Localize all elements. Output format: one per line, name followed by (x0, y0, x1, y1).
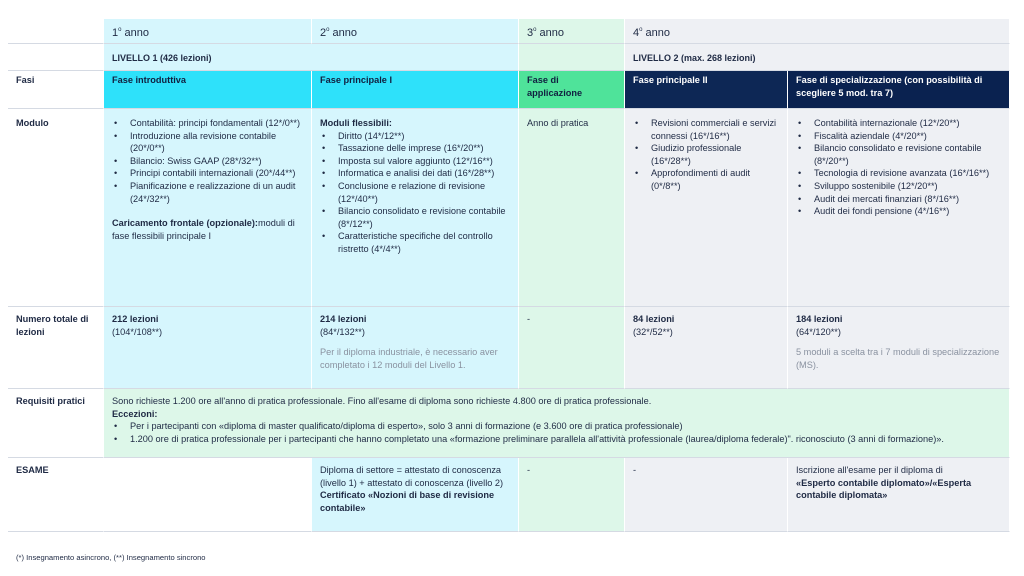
requirements-cell (104, 389, 1010, 458)
total-intro-value: 212 lezioni (112, 314, 159, 324)
total-main-1-value: 214 lezioni (320, 314, 367, 324)
list-item: • Audit dei mercati finanziari (8*/16**) (796, 193, 1001, 206)
list-item: • Bilancio consolidato e revisione contabile (8*/12**) (320, 205, 510, 230)
list-item: • Bilancio: Swiss GAAP (28*/32**) (112, 155, 303, 168)
list-item: • Tecnologia di revisione avanzata (16*/16**) (796, 167, 1001, 180)
list-item: • Pianificazione e realizzazione di un audit (24*/32**) (112, 180, 303, 205)
list-item: • Introduzione alla revisione contabile (20*/0**) (112, 130, 303, 155)
module-main-2-cell (625, 109, 788, 307)
list-item: • Fiscalità aziendale (4*/20**) (796, 130, 1001, 143)
list-item: • Bilancio consolidato e revisione contabile (8*/20**) (796, 142, 1001, 167)
sector-diploma-text: Diploma di settore = attestato di conoscenza (livello 1) + attestato di conoscenza (livello 2) (320, 465, 504, 488)
list-item: • Tassazione delle imprese (16*/20**) (320, 142, 510, 155)
module-intro-cell (104, 109, 312, 307)
total-spec-split: (64*/120**) (796, 326, 841, 337)
module-main-1-cell (312, 109, 519, 307)
list-item: • Imposta sul valore aggiunto (12*/16**) (320, 155, 510, 168)
exam-main-1-cell (312, 458, 519, 532)
module-main-1-list (320, 130, 510, 256)
list-item: • 1.200 ore di pratica professionale per i partecipanti che hanno completato una «formazione preliminare parallela all'attività professionale (laurea/diploma federale)". riconosciuto (3 anni di formazione)». (112, 433, 1001, 446)
requirements-label: Requisiti pratici (8, 389, 104, 458)
curriculum-table (8, 19, 1010, 547)
total-main-2-cell (625, 307, 788, 389)
list-item: • Contabilità internazionale (12*/20**) (796, 117, 1001, 130)
frontal-note: Caricamento frontale (opzionale):moduli di fase flessibili principale I (112, 218, 295, 241)
total-main-2-value: 84 lezioni (633, 314, 675, 324)
list-item: • Conclusione e relazione di revisione (12*/40**) (320, 180, 510, 205)
exam-label: ESAME (8, 458, 104, 532)
certificate-title: Certificato «Nozioni di base di revisione contabile» (320, 490, 495, 513)
exam-main-2-cell: - (625, 458, 788, 532)
total-spec-value: 184 lezioni (796, 314, 843, 324)
exam-spec-cell (788, 458, 1010, 532)
level-2-header: LIVELLO 2 (max. 268 lezioni) (625, 44, 1010, 71)
total-intro-split: (104*/108**) (112, 326, 163, 337)
level-label-cell (8, 44, 104, 71)
list-item: • Audit dei fondi pensione (4*/16**) (796, 205, 1001, 218)
year-1-header: 1$^o$ anno (104, 19, 312, 44)
exceptions-title: Eccezioni: (112, 408, 158, 419)
list-item: • Sviluppo sostenibile (12*/20**) (796, 180, 1001, 193)
level-1-header: LIVELLO 1 (426 lezioni) (104, 44, 519, 71)
totals-label: Numero totale di lezioni (8, 307, 104, 389)
module-practice-cell: Anno di pratica (519, 109, 625, 307)
module-intro-list (112, 117, 303, 205)
total-practice-cell: - (519, 307, 625, 389)
total-main-2-split: (32*/52**) (633, 326, 673, 337)
module-spec-cell (788, 109, 1010, 307)
phase-main-1: Fase principale I (312, 71, 519, 109)
module-spec-list (796, 117, 1001, 218)
year-3-header: 3$^o$ anno (519, 19, 625, 44)
exam-intro-cell (104, 458, 312, 532)
corner-cell (8, 19, 104, 44)
phase-main-2: Fase principale II (625, 71, 788, 109)
exam-registration-text: Iscrizione all'esame per il diploma di (796, 465, 943, 475)
module-main-2-list (633, 117, 779, 193)
footnote: (*) Insegnamento asincrono, (**) Insegnamento sincrono (16, 553, 206, 562)
list-item: • Giudizio professionale (16*/28**) (633, 142, 779, 167)
list-item: • Diritto (14*/12**) (320, 130, 510, 143)
phase-specialization: Fase di specializzazione (con possibilità di scegliere 5 mod. tra 7) (788, 71, 1010, 109)
phase-application: Fase di applicazione (519, 71, 625, 109)
year-4-header: 4$^o$ anno (625, 19, 1010, 44)
list-item: • Contabilità: principi fondamentali (12*/0**) (112, 117, 303, 130)
list-item: • Approfondimenti di audit (0*/8**) (633, 167, 779, 192)
list-item: • Caratteristiche specifiche del controllo ristretto (4*/4**) (320, 230, 510, 255)
module-label: Modulo (8, 109, 104, 307)
industrial-diploma-note: Per il diploma industriale, è necessario aver completato i 12 moduli del Livello 1. (320, 347, 498, 370)
exam-practice-cell: - (519, 458, 625, 532)
phases-label: Fasi (8, 71, 104, 109)
diploma-title: «Esperto contabile diplomato»/«Esperta contabile diplomata» (796, 477, 972, 501)
total-intro-cell (104, 307, 312, 389)
total-spec-cell (788, 307, 1010, 389)
flexible-modules-title: Moduli flessibili: (320, 118, 392, 128)
list-item: • Per i partecipanti con «diploma di master qualificato/diploma di esperto», solo 3 anni di formazione (e 3.600 ore di pratica professionale) (112, 420, 1001, 433)
requirements-main-text: Sono richieste 1.200 ore all'anno di pratica professionale. Fino all'esame di diploma sono richieste 4.800 ore di pratica professionale. (112, 396, 652, 406)
spec-choice-note: 5 moduli a scelta tra i 7 moduli di specializzazione (MS). (796, 347, 1000, 370)
level-gap-cell (519, 44, 625, 71)
phase-intro: Fase introduttiva (104, 71, 312, 109)
list-item: • Principi contabili internazionali (20*/44**) (112, 167, 303, 180)
list-item: • Informatica e analisi dei dati (16*/28**) (320, 167, 510, 180)
list-item: • Revisioni commerciali e servizi connessi (16*/16**) (633, 117, 779, 142)
total-main-1-split: (84*/132**) (320, 326, 365, 337)
exceptions-list (112, 420, 1001, 445)
year-2-header: 2$^o$ anno (312, 19, 519, 44)
total-main-1-cell (312, 307, 519, 389)
